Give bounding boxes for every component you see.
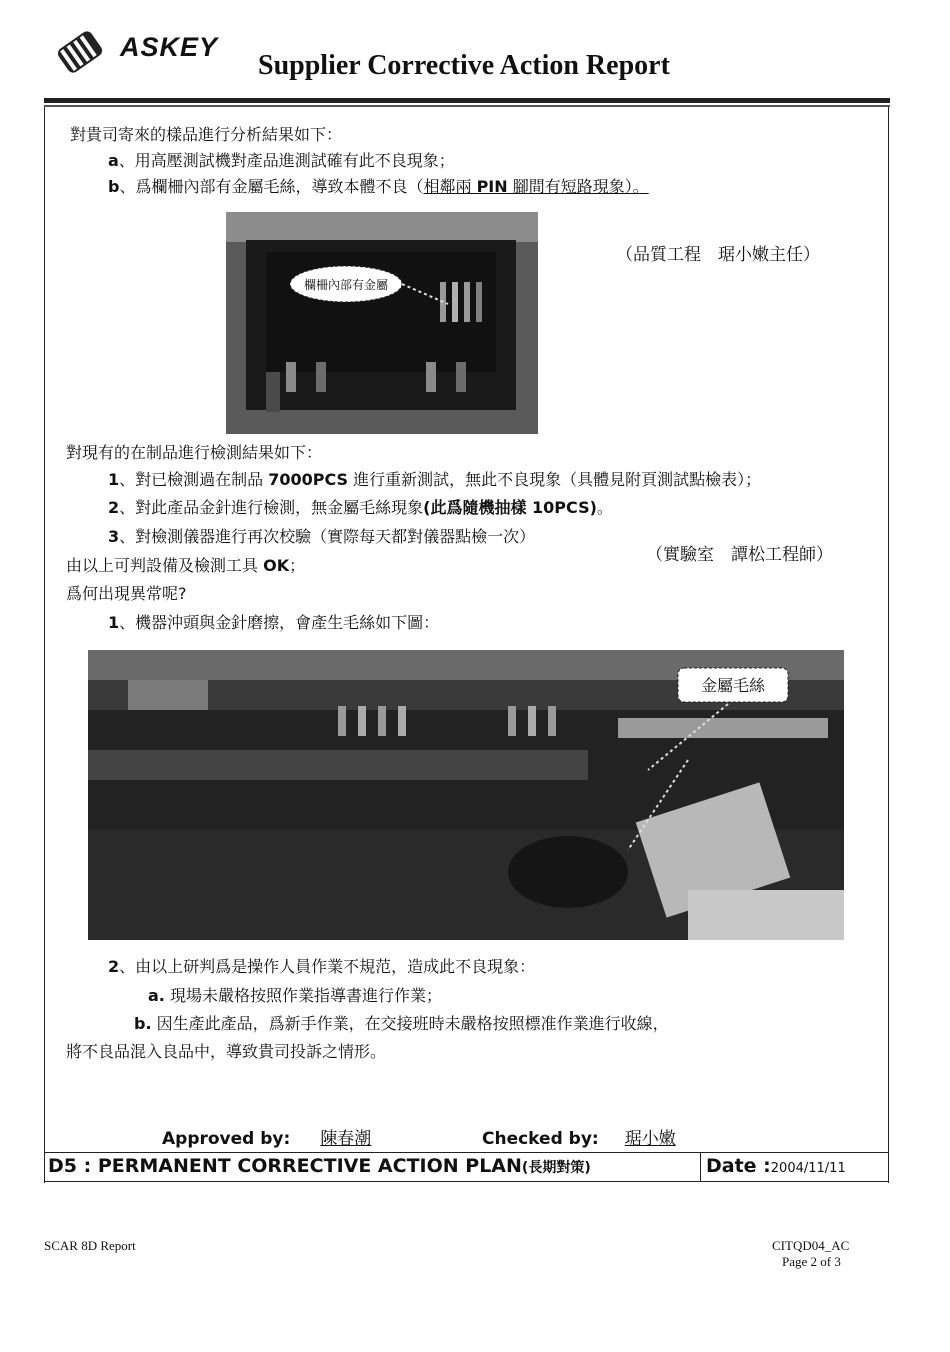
cause-1: 1、機器沖頭與金針磨擦，會產生毛絲如下圖：: [108, 613, 440, 632]
header-rule-thick: [44, 98, 890, 103]
cause-2-b: b. 因生產此產品，爲新手作業，在交接班時未嚴格按照標准作業進行收線，: [134, 1014, 669, 1033]
checked-by-name: 琚小嫩: [624, 1129, 676, 1149]
sample-analysis-intro: 對貴司寄來的樣品進行分析結果如下：: [70, 125, 343, 144]
logo-emblem-icon: [54, 30, 106, 74]
item-a-text: 、用高壓測試機對產品進測試確有此不良現象；: [118, 151, 455, 170]
d5-date: Date :2004/11/11: [706, 1155, 846, 1177]
footer-report-name: SCAR 8D Report: [44, 1238, 136, 1253]
machine-photo-drawing: [88, 650, 844, 940]
connector-photo: [226, 212, 538, 434]
wip-inspection-item-1: 1、對已檢測過在制品 7000PCS 進行重新測試，無此不良現象（具體見附頁測試點檢表）；: [108, 470, 762, 489]
approved-by: [162, 1124, 460, 1149]
equipment-conclusion: 由以上可判設備及檢測工具 OK；: [66, 556, 306, 575]
wip-inspection-intro: 對現有的在制品進行檢測結果如下：: [66, 443, 323, 462]
checked-by: [482, 1124, 735, 1149]
machine-photo: [88, 650, 844, 940]
item-b-label: b: [108, 177, 120, 196]
document-title: Supplier Corrective Action Report: [258, 50, 670, 81]
lab-engineer-credit: （實驗室 譚松工程師）: [646, 545, 833, 565]
connector-photo-drawing: [226, 212, 538, 434]
frame-right-border: [888, 107, 889, 1183]
d5-separator: [700, 1152, 701, 1182]
logo-text: ASKEY: [120, 32, 219, 62]
frame-left-border: [44, 107, 45, 1183]
sample-analysis-item-a: [108, 150, 455, 172]
footer-form-code: CITQD04_AC: [772, 1238, 850, 1253]
header-rule-thin: [44, 105, 890, 107]
approved-by-name: 陳春潮: [320, 1129, 372, 1149]
askey-logo: [40, 28, 260, 78]
approved-by-label: Approved by:: [162, 1129, 291, 1149]
item-b-text: 、爲欄柵內部有金屬毛絲，導致本體不良（: [119, 177, 424, 196]
item-b-underlined: 相鄰兩 PIN 腳間有短路現象）。: [423, 177, 649, 196]
cause-2: 2、由以上研判爲是操作人員作業不規范，造成此不良現象：: [108, 957, 536, 976]
wip-inspection-item-2: 2、對此產品金針進行檢測，無金屬毛絲現象(此爲隨機抽樣 10PCS)。: [108, 498, 613, 517]
cause-2-b-continued: 將不良品混入良品中，導致貴司投訴之情形。: [66, 1042, 387, 1061]
wip-inspection-item-3: 3、對檢測儀器進行再次校驗（實際每天都對儀器點檢一次）: [108, 527, 536, 546]
item-a-label: a: [108, 151, 119, 170]
d5-title: D5 : PERMANENT CORRECTIVE ACTION PLAN(長期對策): [48, 1155, 591, 1177]
machine-photo-callout: 金屬毛絲: [700, 676, 766, 695]
quality-engineer-credit: （品質工程 琚小嫩主任）: [616, 245, 820, 265]
cause-2-a: a. 現場未嚴格按照作業指導書進行作業；: [148, 986, 442, 1005]
sample-analysis-item-b: [108, 176, 649, 198]
footer-page-number: Page 2 of 3: [782, 1254, 841, 1269]
anomaly-question: 爲何出現異常呢?: [66, 584, 187, 603]
connector-photo-callout: 欄柵內部有金屬: [303, 278, 389, 292]
checked-by-label: Checked by:: [482, 1129, 599, 1149]
